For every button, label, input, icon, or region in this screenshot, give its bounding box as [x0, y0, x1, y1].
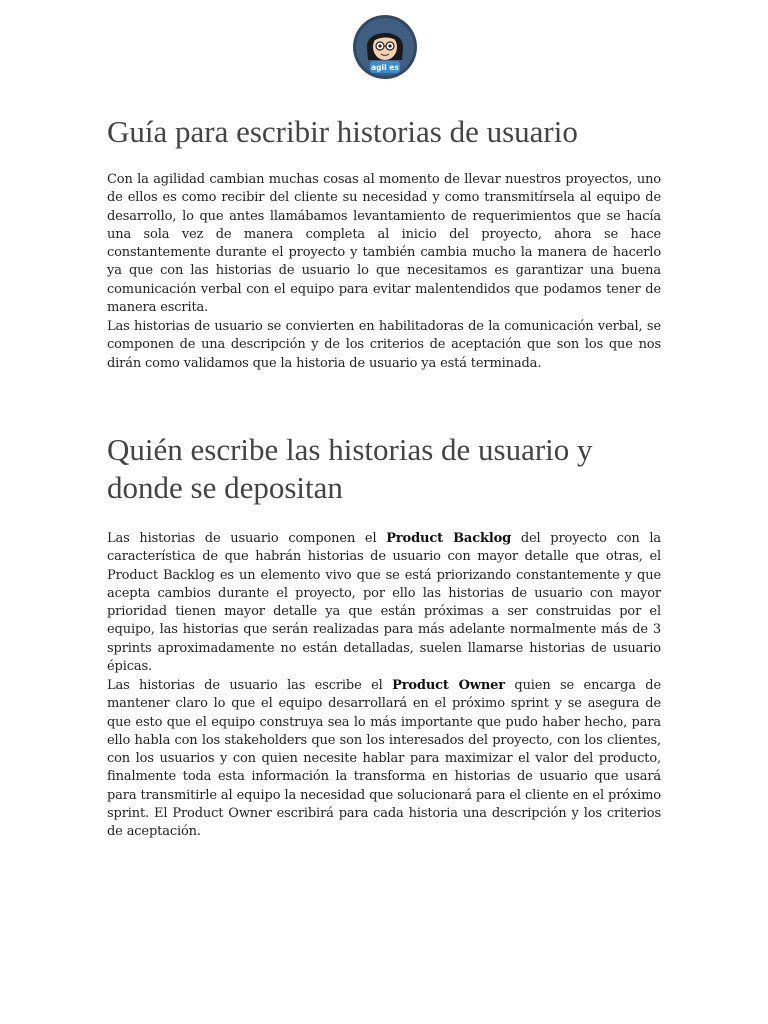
paragraph-text: Las historias de usuario componen el — [107, 531, 387, 546]
section-heading-guia: Guía para escribir historias de usuario — [107, 114, 578, 149]
paragraph-product-owner — [107, 677, 661, 842]
bold-term-product-backlog: Product Backlog — [386, 531, 512, 546]
logo-text: agil es — [371, 63, 399, 72]
paragraph-text: Las historias de usuario las escribe el — [107, 678, 393, 693]
paragraph-text: del proyecto con la característica de que habrán historias de usuario con mayor detalle que otras, el Product Backlog es un elemento vivo que se está priorizando constantemente y que acepta cambios durante el proyecto, por ello las historias de usuario con mayor prioridad tienen mayor detalle ya que están próximas a ser construidas por el equipo, las historias que serán realizadas para más adelante normalmente más de 3 sprints aproximadamente no están detalladas, suelen llamarse historias de usuario épicas. — [107, 531, 661, 675]
paragraph-agilidad: Con la agilidad cambian muchas cosas al momento de llevar nuestros proyectos, uno de ellos es como recibir del cliente su necesidad y como transmitírsela al equipo de desarrollo, lo que antes llamábamos levantamiento de requerimientos que se hacía una sola vez de manera completa al inicio del proyecto, ahora se hace constantemente durante el proyecto y también cambia mucho la manera de hacerlo ya que con las historias de usuario lo que necesitamos es garantizar una buena comunicación verbal con el equipo para evitar malentendidos que podamos tener de manera escrita. — [107, 172, 661, 316]
paragraph-habilitadoras: Las historias de usuario se convierten en habilitadoras de la comunicación verbal, se componen de una descripción y de los criterios de aceptación que son los que nos dirán como validamos que la historia de usuario ya está terminada. — [107, 319, 661, 371]
paragraph-text: quien se encarga de mantener claro lo que el equipo desarrollará en el próximo sprint y se asegura de que esto que el equipo construya sea lo más importante que pudo haber hecho, para ello habla con los stakeholders que son los interesados del proyecto, con los clientes, con los usuarios y con quien necesite hablar para maximizar el valor del producto, finalmente toda esta información la transforma en historias de usuario que usará para transmitirle al equipo la necesidad que solucionará para el cliente en el próximo sprint. El Product Owner escribirá para cada historia una descripción y los criterios de aceptación. — [107, 678, 662, 840]
bold-term-product-owner: Product Owner — [392, 678, 505, 693]
section-heading-quien-escribe: Quién escribe las historias de usuario y donde se depositan — [107, 432, 593, 505]
paragraph-product-backlog — [107, 530, 661, 676]
agilista-girl-logo-icon — [352, 14, 418, 80]
